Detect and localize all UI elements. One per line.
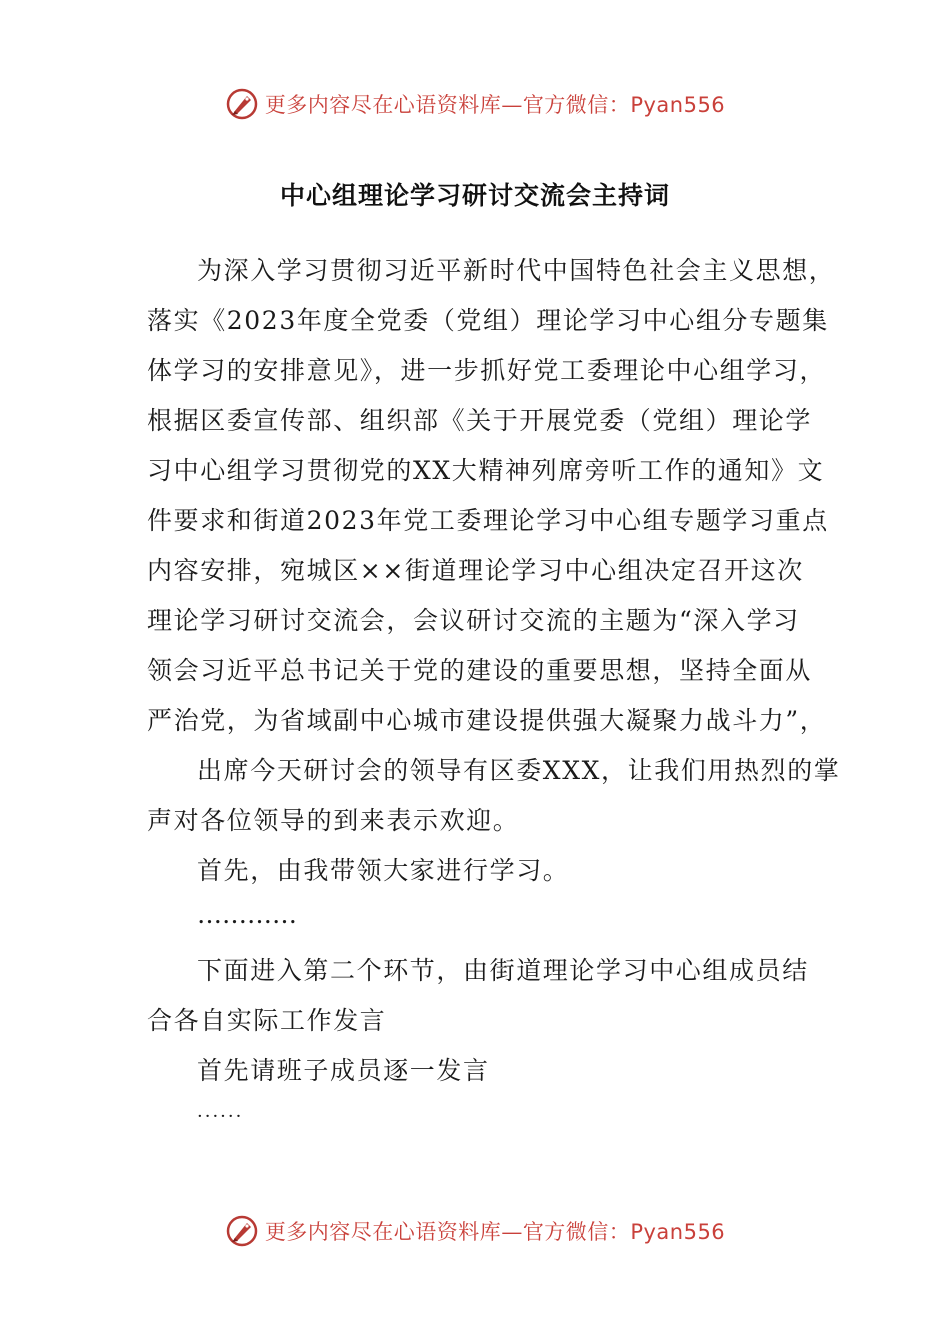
header-banner (0, 82, 950, 126)
pen-nib-logo-icon (225, 1214, 259, 1248)
body-line: 声对各位领导的到来表示欢迎。 (147, 806, 520, 835)
wechat-id: Pyan556 (630, 93, 726, 117)
footer-banner-text (265, 1216, 725, 1246)
body-line: 出席今天研讨会的领导有区委XXX，让我们用热烈的掌 (197, 756, 841, 785)
body-line: 习中心组学习贯彻党的XX大精神列席旁听工作的通知》文 (147, 456, 825, 485)
footer-banner (0, 1209, 950, 1253)
ellipsis-line: ………… (197, 900, 297, 929)
banner-separator: — (501, 1220, 523, 1244)
body-line: 体学习的安排意见》，进一步抓好党工委理论中心组学习， (147, 356, 827, 385)
banner-separator: — (501, 93, 523, 117)
official-label: 官方微信： (522, 1220, 631, 1244)
body-line: 理论学习研讨交流会，会议研讨交流的主题为“深入学习 (147, 606, 800, 635)
official-label: 官方微信： (522, 93, 631, 117)
body-line: 为深入学习贯彻习近平新时代中国特色社会主义思想， (197, 256, 836, 285)
body-line: 落实《2023年度全党委（党组）理论学习中心组分专题集 (147, 306, 829, 335)
body-line: 合各自实际工作发言 (147, 1006, 387, 1035)
body-line: 首先，由我带领大家进行学习。 (197, 856, 570, 885)
body-line: 严治党，为省域副中心城市建设提供强大凝聚力战斗力”， (147, 706, 827, 735)
wechat-id: Pyan556 (630, 1220, 726, 1244)
brand-text: 更多内容尽在心语资料库 (264, 93, 502, 117)
body-line: 根据区委宣传部、组织部《关于开展党委（党组）理论学 (147, 406, 813, 435)
pen-nib-logo-icon (225, 87, 259, 121)
body-line: 下面进入第二个环节，由街道理论学习中心组成员结 (197, 956, 809, 985)
document-title: 中心组理论学习研讨交流会主持词 (279, 181, 670, 210)
ellipsis-line: ······ (197, 1106, 244, 1127)
body-line: 件要求和街道2023年党工委理论学习中心组专题学习重点 (147, 506, 829, 535)
body-line: 首先请班子成员逐一发言 (197, 1056, 490, 1085)
header-banner-text (265, 89, 725, 119)
body-line: 内容安排，宛城区××街道理论学习中心组决定召开这次 (147, 556, 804, 585)
brand-text: 更多内容尽在心语资料库 (264, 1220, 502, 1244)
body-line: 领会习近平总书记关于党的建设的重要思想，坚持全面从 (147, 656, 813, 685)
